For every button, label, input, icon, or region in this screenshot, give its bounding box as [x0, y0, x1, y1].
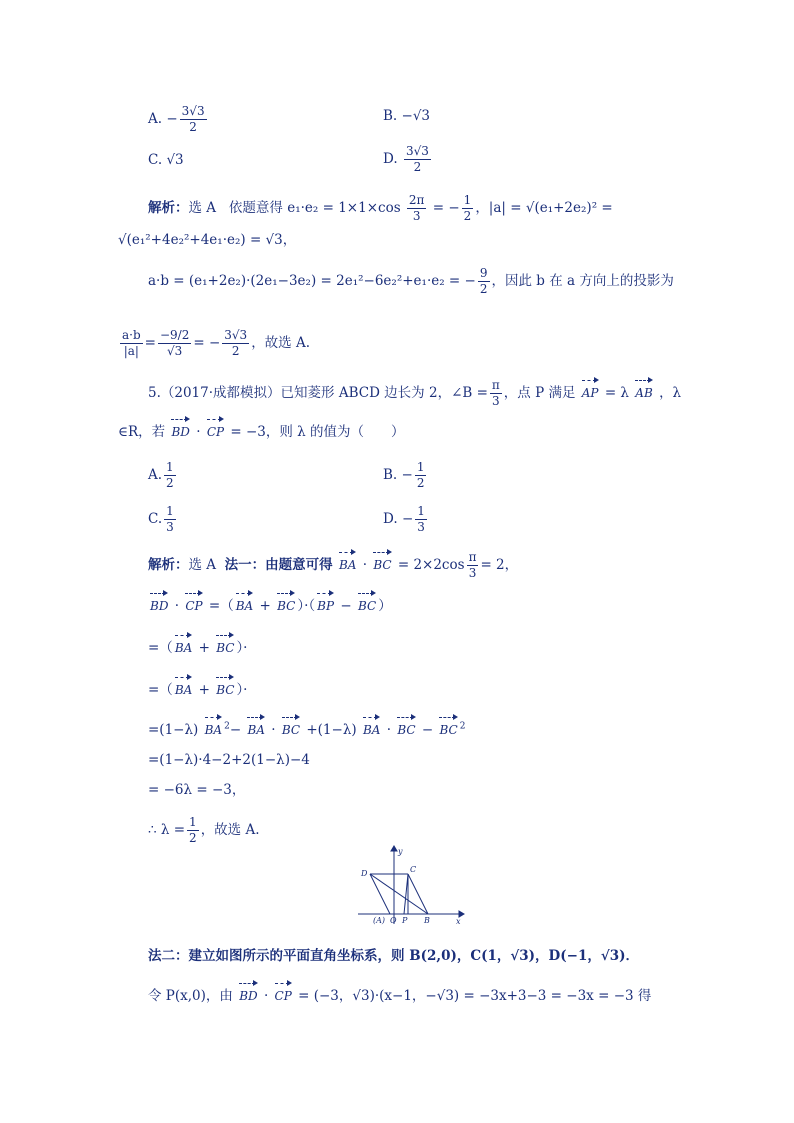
label-p: P	[402, 916, 408, 925]
q4-option-c: C. √3	[148, 152, 184, 168]
y-axis-arrow	[391, 846, 397, 851]
q5-option-a: A. $\frac{1}{2}$	[148, 460, 174, 490]
label-d: D	[361, 869, 368, 878]
label-o: O	[390, 916, 397, 925]
q4-solution-line3: a·b = (e₁+2e₂)·(2e₁−3e₂) = 2e₁²−6e₂²+e₁·e₂ = − $\frac{9}{2}$ ，因此 b 在 a 方向上的投影为	[148, 266, 674, 296]
label-c: C	[410, 865, 417, 874]
q4-solution-line4: $\frac{a\cdot b}{|a|}$ = $\frac{-9/2}{√3}$ = − $\frac{3√3}{2}$ ，故选 A.	[122, 328, 311, 358]
q5-option-b: B. − $\frac{1}{2}$	[383, 460, 425, 490]
q4-option-d: D. $\frac{3√3}{2}$	[383, 144, 429, 174]
label-a: (A)	[373, 916, 386, 925]
rhombus-coordinate-figure	[356, 844, 466, 928]
q5-solution-line5: =(1−λ) BA $^2$− BA · BC +(1−λ) BA · BC − BC $^2$	[148, 716, 465, 740]
q5-stem-line1: 5.（2017·成都模拟）已知菱形 ABCD 边长为 2，∠B = $\frac{\pi}{3}$ ，点 P 满足 AP = λ AB ，λ	[148, 378, 682, 408]
q4-solution-line1: 解析：选 A 依题意得 e₁·e₂ = 1×1×cos $\frac{2\pi}{3}$ = − $\frac{1}{2}$ ，|a| = √(e₁+2e₂)² =	[148, 193, 613, 223]
q5-solution-line4: =（ BA + BC ）·	[148, 676, 247, 700]
q4-option-b: B. −√3	[383, 108, 431, 124]
q4-option-a: A. − $\frac{3√3}{2}$	[148, 104, 205, 134]
label-y: y	[398, 847, 403, 856]
rhombus-side-da	[370, 874, 390, 914]
q5-solution-line7: = −6λ = −3，	[148, 782, 246, 798]
q5-solution-line3: =（ BA + BC ）·	[148, 634, 247, 658]
q5-method2-line2: 令 P(x,0)，由 BD · CP = (−3，√3)·(x−1，−√3) = −3x+3−3 = −3x = −3 得	[148, 982, 651, 1006]
q5-stem-line2: ∈R，若 BD · CP = −3，则 λ 的值为（ ）	[118, 418, 405, 442]
q5-option-d: D. − $\frac{1}{3}$	[383, 504, 425, 534]
diagonal-db	[370, 874, 428, 914]
label-b: B	[424, 916, 430, 925]
label-x: x	[456, 917, 461, 926]
q5-solution-line2: BD · CP =（ BA + BC ）·（ BP − BC ）	[148, 592, 392, 616]
q5-solution-line8: ∴ λ = $\frac{1}{2}$ ，故选 A.	[148, 815, 260, 845]
q4-solution-line2: √(e₁²+4e₂²+4e₁·e₂) = √3，	[118, 232, 297, 248]
q5-option-c: C. $\frac{1}{3}$	[148, 504, 174, 534]
q5-solution-line6: =(1−λ)·4−2+2(1−λ)−4	[148, 752, 310, 768]
q5-solution-line1: 解析：选 A 法一：由题意可得 BA · BC = 2×2cos $\frac{\pi}{3}$ = 2，	[148, 550, 519, 580]
rhombus-side-cb	[408, 874, 428, 914]
q5-method2-line1: 法二：建立如图所示的平面直角坐标系，则 B(2,0)，C(1，√3)，D(−1，√3)．	[148, 948, 640, 964]
segment-cp	[404, 874, 408, 914]
